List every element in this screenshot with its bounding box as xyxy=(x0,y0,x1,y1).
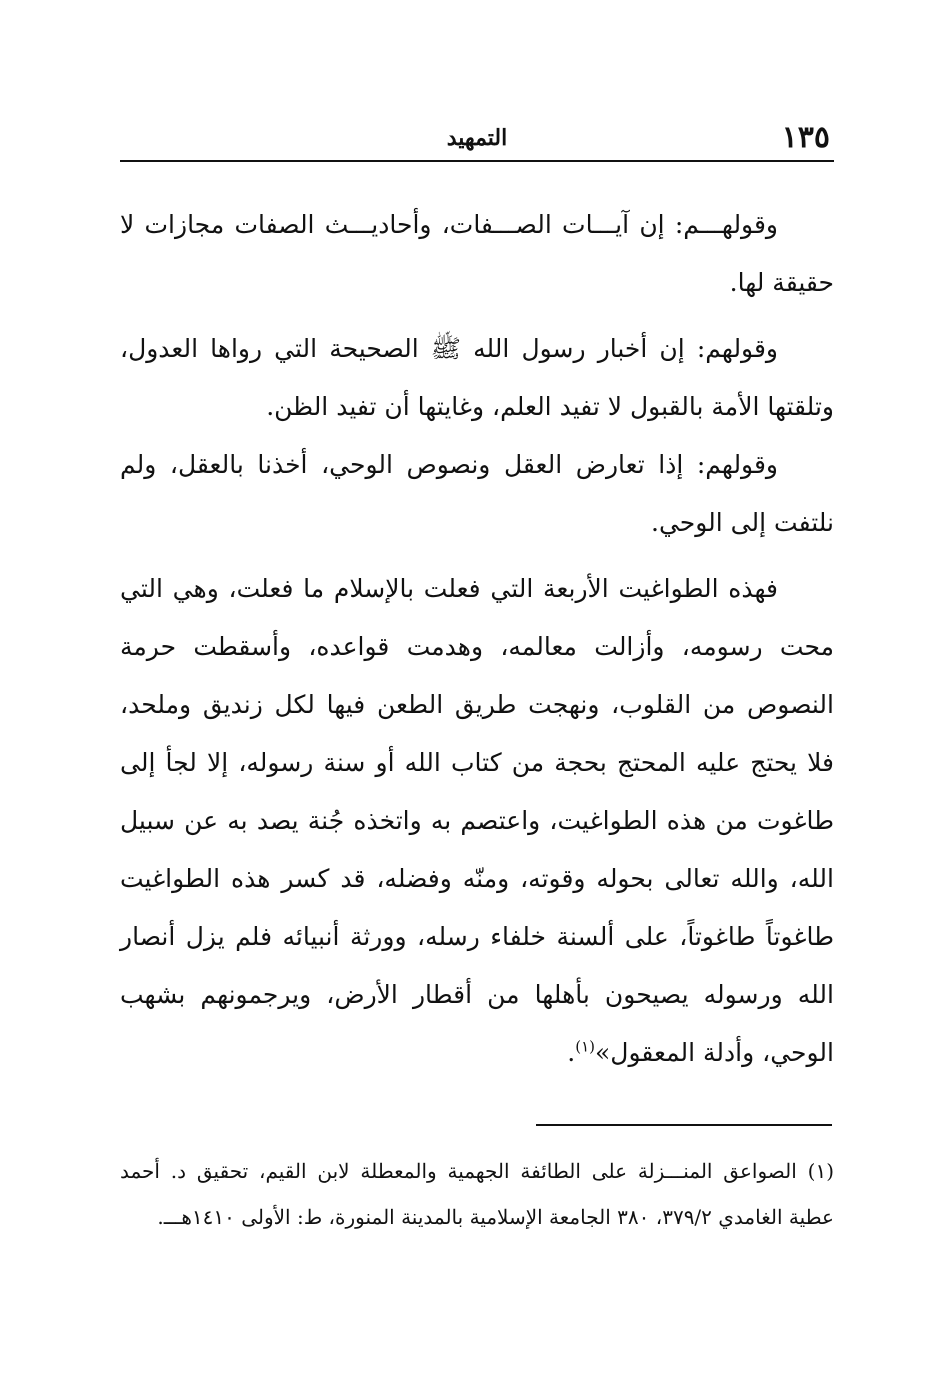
footnote: (١) الصواعق المنـــزلة على الطائفة الجهمية والمعطلة لابن القيم، تحقيق د. أحمد عطية الغامدي ٣٧٩/٢، ٣٨٠ الجامعة الإسلامية بالمدينة المنورة، ط: الأولى ١٤١٠هـــ. xyxy=(120,1159,834,1229)
paragraph-end: . xyxy=(567,1038,576,1067)
page-header xyxy=(120,118,834,158)
footnote-divider xyxy=(536,1124,832,1126)
footnote-reference[interactable]: (١) xyxy=(575,1037,595,1056)
footnotes xyxy=(120,1148,834,1240)
running-title: التمهيد xyxy=(446,125,508,151)
paragraph: وقولهم: إن أخبار رسول الله ﷺ الصحيحة التي رواها العدول، وتلقتها الأمة بالقبول لا تفيد العلم، وغايتها أن تفيد الظن. xyxy=(120,334,834,421)
page-number: ١٣٥ xyxy=(781,120,830,155)
paragraph-text: فهذه الطواغيت الأربعة التي فعلت بالإسلام ما فعلت، وهي التي محت رسومه، وأزالت معالمه، وهدمت قواعده، وأسقطت حرمة النصوص من القلوب، ونهجت طريق الطعن فيها لكل زنديق وملحد، فلا يحتج عليه المحتج بحجة من كتاب الله أو سنة رسوله، إلا لجأ إلى طاغوت من هذه الطواغيت، واعتصم به واتخذه جُنة يصد به عن سبيل الله، والله تعالى بحوله وقوته، ومنّه وفضله، قد كسر هذه الطواغيت طاغوتاً طاغوتاً، على ألسنة خلفاء رسله، وورثة أنبيائه فلم يزل أنصار الله ورسوله يصيحون بأهلها من أقطار الأرض، ويرجمونهم بشهب الوحي، وأدلة المعقول» xyxy=(120,574,834,1067)
closing-paragraph xyxy=(120,560,834,1082)
paragraph: وقولهم: إذا تعارض العقل ونصوص الوحي، أخذنا بالعقل، ولم نلتفت إلى الوحي. xyxy=(120,450,834,537)
paragraph: وقولهـــم: إن آيـــات الصـــفات، وأحاديـــث الصفات مجازات لا حقيقة لها. xyxy=(120,210,834,297)
main-text xyxy=(120,196,834,1082)
header-divider xyxy=(120,160,834,162)
